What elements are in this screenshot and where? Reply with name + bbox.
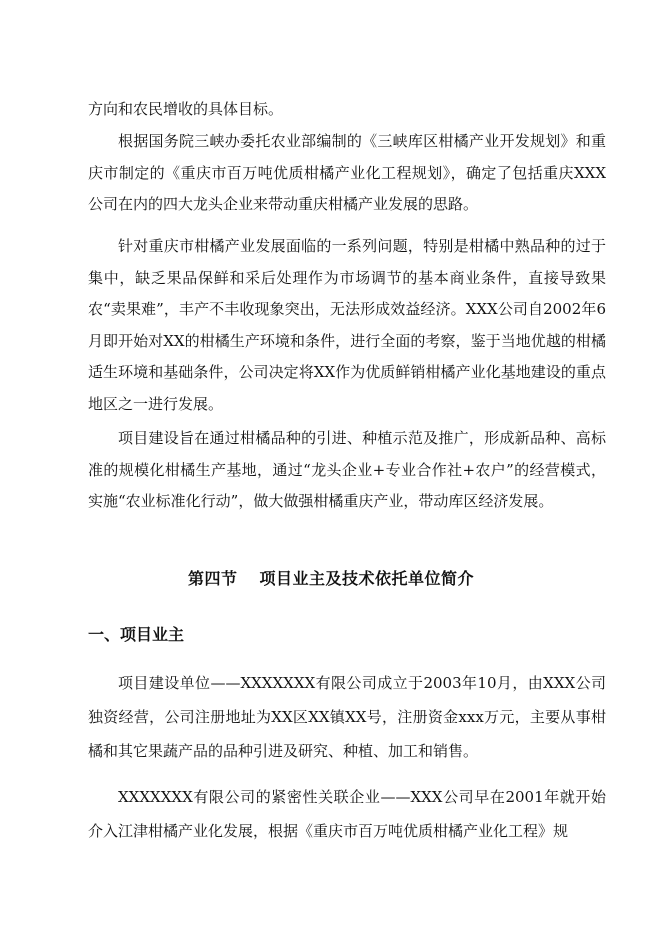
- section-title: 项目业主及技术依托单位简介: [259, 569, 475, 588]
- section-number: 第四节: [187, 569, 238, 588]
- paragraph-project-goal: 项目建设旨在通过柑橘品种的引进、种植示范及推广，形成新品种、高标准的规模化柑橘生产基地，通过“龙头企业+专业合作社+农户”的经营模式，实施“农业标准化行动”，做大做强柑橘重庆产业，带动库区经济发展。: [88, 429, 606, 510]
- subheading: 一、项目业主: [88, 625, 185, 644]
- paragraph-planning: 根据国务院三峡办委托农业部编制的《三峡库区柑橘产业开发规划》和重庆市制定的《重庆市百万吨优质柑橘产业化工程规划》，确定了包括重庆XXX公司在内的四大龙头企业来带动重庆柑橘产业发展的思路。: [88, 132, 606, 213]
- section-heading: [0, 566, 662, 589]
- paragraph-company-intro: 项目建设单位——XXXXXXX有限公司成立于2003年10月，由XXX公司独资经营，公司注册地址为XX区XX镇XX号，注册资金xxx万元，主要从事柑橘和其它果蔬产品的品种引进及研究、种植、加工和销售。: [88, 674, 606, 760]
- paragraph-problems: 针对重庆市柑橘产业发展面临的一系列问题，特别是柑橘中熟品种的过于集中，缺乏果品保鲜和采后处理作为市场调节的基本商业条件，直接导致果农“卖果难”，丰产不丰收现象突出，无法形成效益经济。XXX公司自2002年6月即开始对XX的柑橘生产环境和条件，进行全面的考察，鉴于当地优越的柑橘适生环境和基础条件，公司决定将XX作为优质鲜销柑橘产业化基地建设的重点地区之一进行发展。: [88, 237, 606, 413]
- paragraph-related-company: XXXXXXX有限公司的紧密性关联企业——XXX公司早在2001年就开始介入江津柑橘产业化发展，根据《重庆市百万吨优质柑橘产业化工程》规: [88, 788, 606, 840]
- paragraph-continuation: 方向和农民增收的具体目标。: [88, 100, 284, 118]
